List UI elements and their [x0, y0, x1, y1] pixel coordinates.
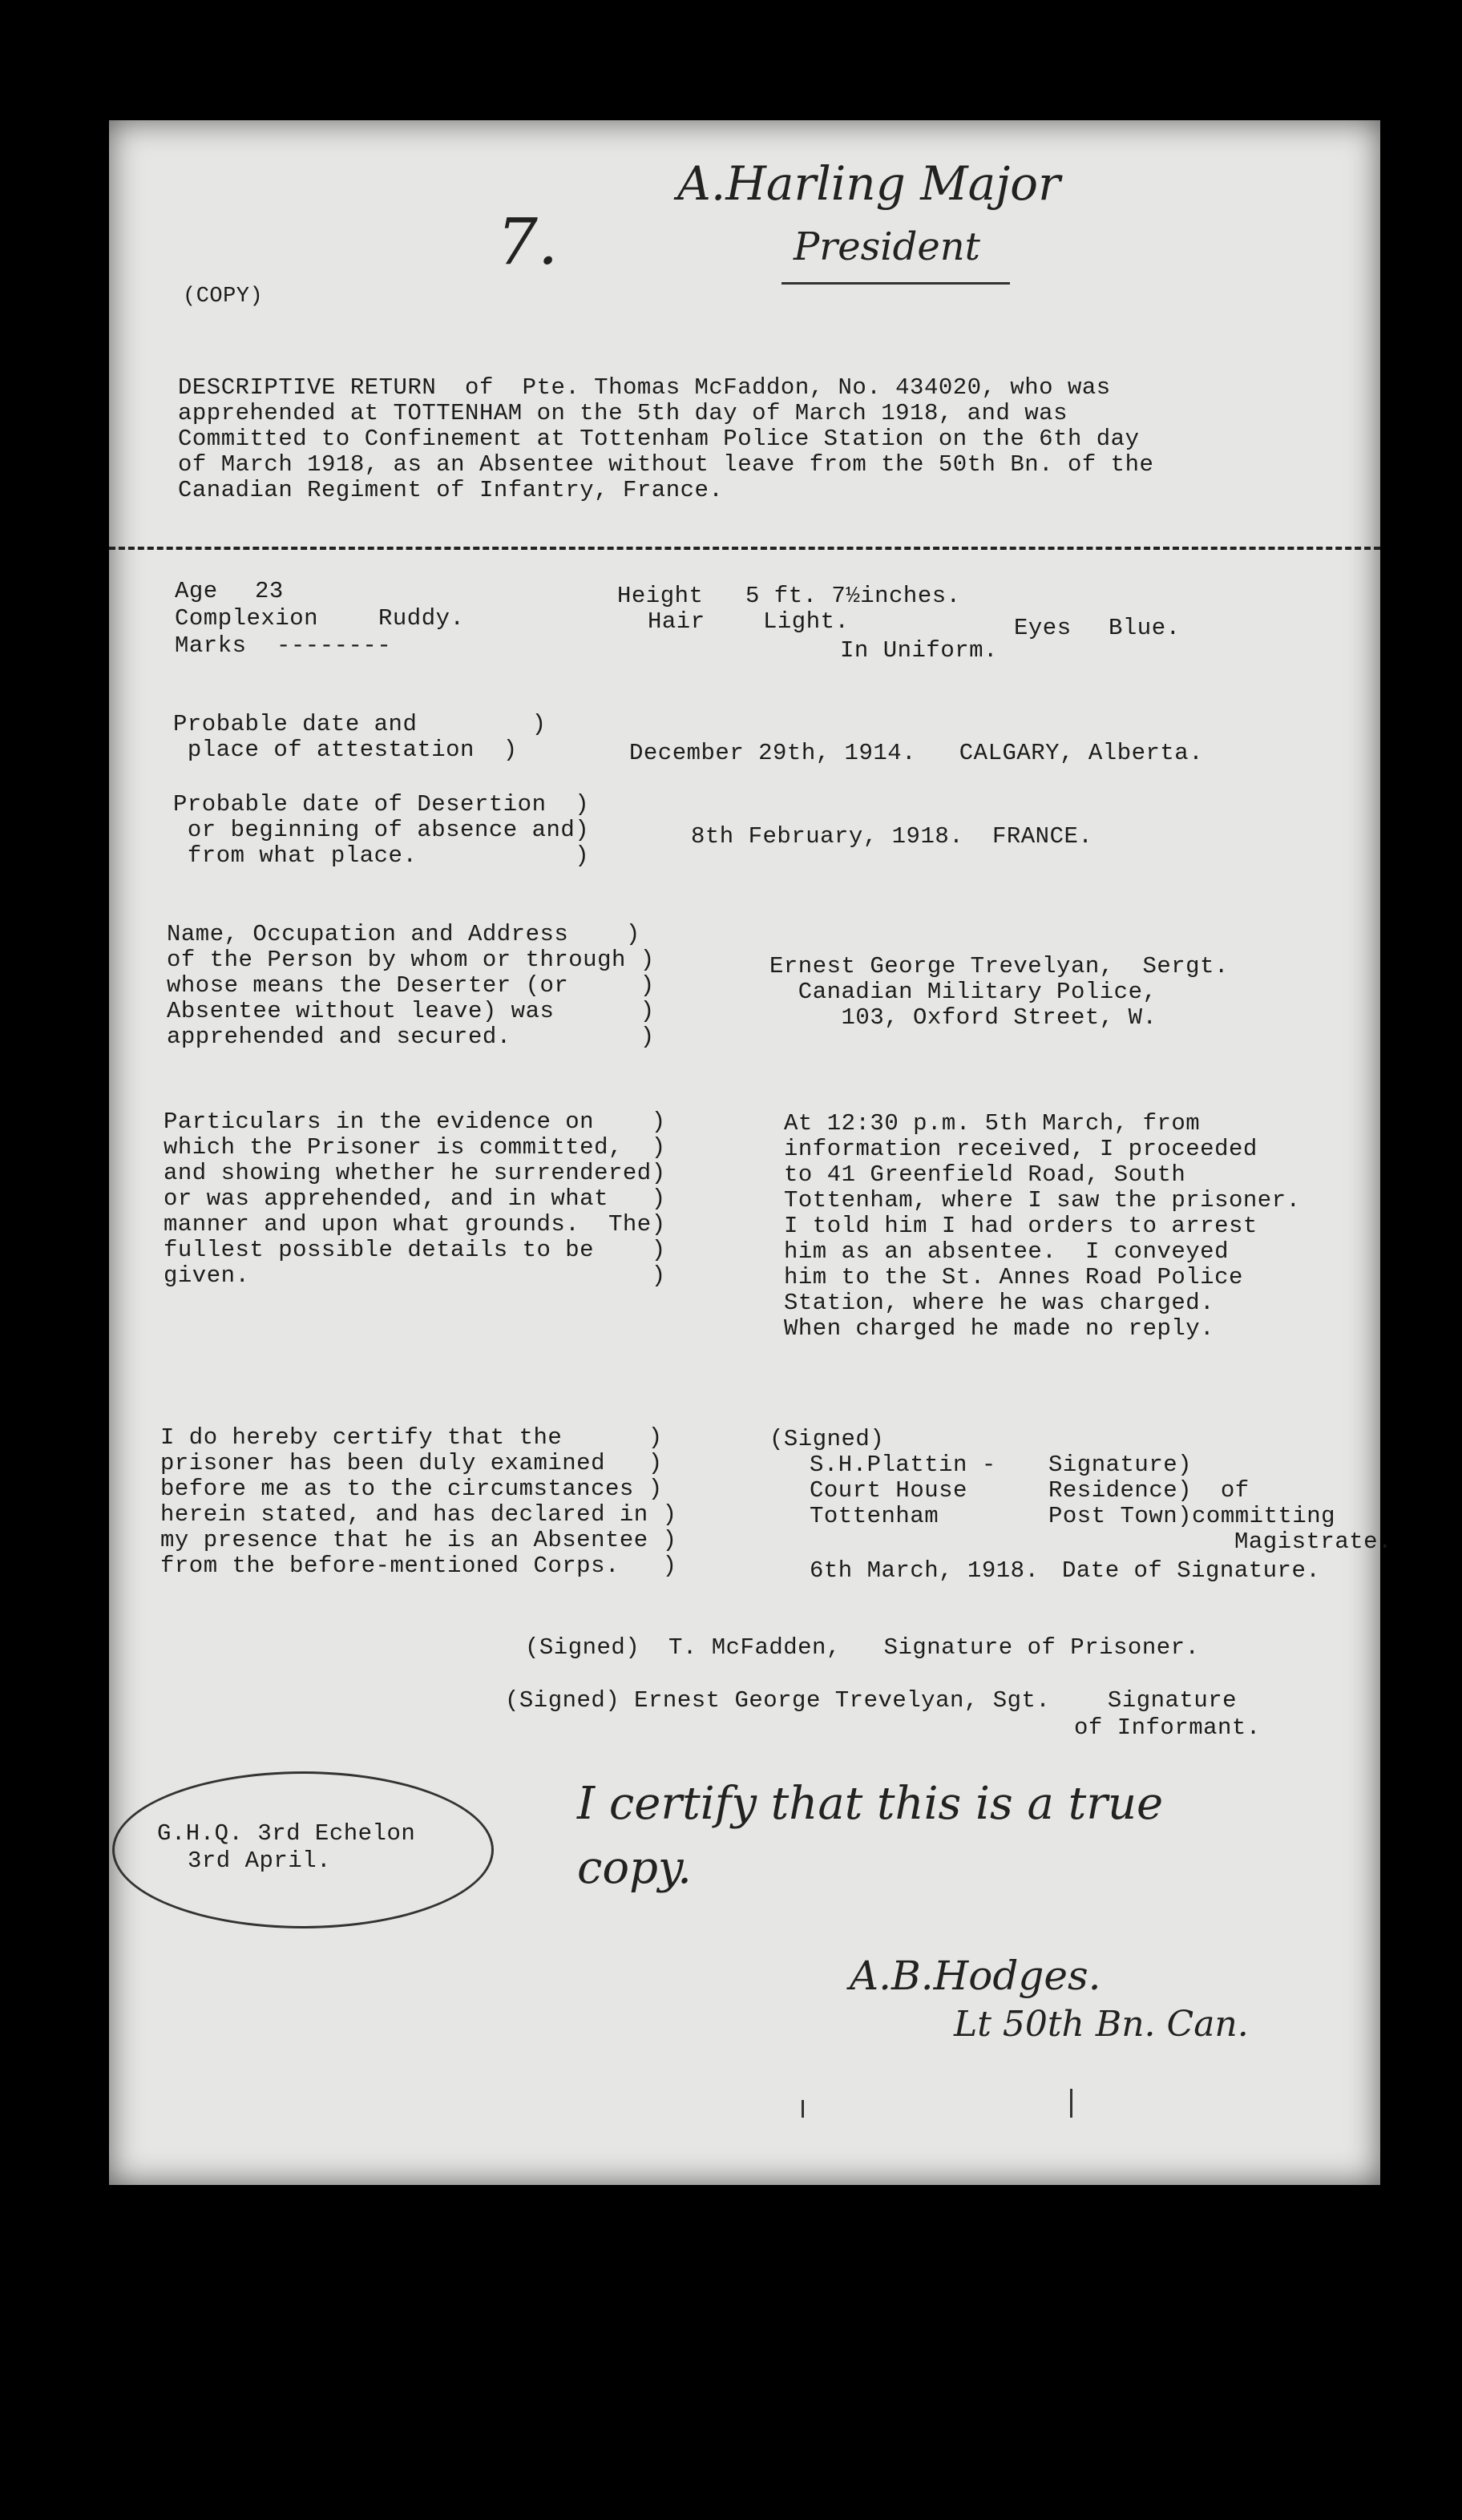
page-mark	[1070, 2089, 1072, 2118]
dashed-divider	[109, 547, 1380, 550]
certification-label-4: herein stated, and has declared in )	[160, 1501, 677, 1528]
stamp-line-2: 3rd April.	[188, 1848, 332, 1874]
evidence-value-8: Station, where he was charged.	[784, 1290, 1215, 1316]
evidence-value-7: him to the St. Annes Road Police	[784, 1264, 1243, 1290]
certification-label-2: prisoner has been duly examined )	[160, 1450, 663, 1476]
evidence-label-5: manner and upon what grounds. The)	[164, 1211, 666, 1238]
attestation-label-2: place of attestation )	[173, 737, 518, 763]
evidence-value-4: Tottenham, where I saw the prisoner.	[784, 1187, 1301, 1214]
desertion-label-3: from what place. )	[173, 842, 590, 869]
signature-underline	[781, 282, 1010, 285]
complexion-label: Complexion	[175, 605, 319, 632]
intro-line-3: Committed to Confinement at Tottenham Police Station on the 6th day	[178, 426, 1140, 452]
copy-mark: (COPY)	[183, 285, 264, 309]
apprehender-label-4: Absentee without leave) was )	[167, 998, 655, 1024]
evidence-label-3: and showing whether he surrendered)	[164, 1160, 666, 1186]
signature-top: A.Harling Major	[677, 156, 1060, 211]
height-label: Height	[617, 583, 704, 609]
desertion-label-1: Probable date of Desertion )	[173, 791, 590, 818]
handwritten-certify-2: copy.	[577, 1842, 692, 1894]
magistrate-label-1: Signature)	[1048, 1452, 1193, 1478]
apprehender-label-5: apprehended and secured. )	[167, 1024, 655, 1050]
certification-date: 6th March, 1918.	[810, 1557, 1040, 1584]
apprehender-label-2: of the Person by whom or through )	[167, 947, 655, 973]
height-value: 5 ft. 7½inches.	[745, 583, 961, 609]
eyes-value: Blue.	[1109, 615, 1181, 641]
apprehender-label-1: Name, Occupation and Address )	[167, 921, 640, 947]
attestation-value: December 29th, 1914. CALGARY, Alberta.	[629, 740, 1204, 766]
intro-line-1: DESCRIPTIVE RETURN of Pte. Thomas McFaddon, No. 434020, who was	[178, 374, 1111, 401]
complexion-value: Ruddy.	[378, 605, 465, 632]
intro-line-4: of March 1918, as an Absentee without leave from the 50th Bn. of the	[178, 451, 1154, 478]
page-mark	[802, 2100, 804, 2118]
dress-value: In Uniform.	[840, 637, 998, 664]
age-value: 23	[255, 578, 284, 604]
certification-label-1: I do hereby certify that the )	[160, 1424, 663, 1451]
evidence-label-6: fullest possible details to be )	[164, 1237, 666, 1263]
desertion-value: 8th February, 1918. FRANCE.	[691, 823, 1093, 850]
magistrate-label-3: Post Town)committing	[1048, 1503, 1336, 1529]
magistrate-residence: Court House	[810, 1477, 967, 1504]
evidence-label-4: or was apprehended, and in what )	[164, 1185, 666, 1212]
attestation-label-1: Probable date and )	[173, 711, 547, 737]
magistrate-title: Magistrate.	[1234, 1529, 1392, 1555]
marks-label: Marks	[175, 632, 247, 659]
evidence-label-1: Particulars in the evidence on )	[164, 1109, 666, 1135]
informant-signature-2: of Informant.	[1074, 1714, 1261, 1741]
signature-top-title: President	[794, 224, 980, 269]
certification-signed: (Signed)	[769, 1426, 885, 1452]
eyes-label: Eyes	[1014, 615, 1072, 641]
age-label: Age	[175, 578, 218, 604]
evidence-value-1: At 12:30 p.m. 5th March, from	[784, 1110, 1201, 1137]
evidence-value-3: to 41 Greenfield Road, South	[784, 1161, 1186, 1188]
marks-value: --------	[277, 632, 392, 659]
page-number: 7.	[497, 204, 559, 279]
handwritten-signature: A.B.Hodges.	[850, 1953, 1101, 1999]
certification-label-5: my presence that he is an Absentee )	[160, 1527, 677, 1553]
magistrate-label-2: Residence) of	[1048, 1477, 1250, 1504]
evidence-value-5: I told him I had orders to arrest	[784, 1213, 1258, 1239]
evidence-label-2: which the Prisoner is committed, )	[164, 1134, 666, 1161]
apprehender-label-3: whose means the Deserter (or )	[167, 972, 655, 999]
apprehender-value-3: 103, Oxford Street, W.	[769, 1004, 1157, 1031]
handwritten-signature-rank: Lt 50th Bn. Can.	[954, 2004, 1249, 2045]
desertion-label-2: or beginning of absence and)	[173, 817, 590, 843]
magistrate-name: S.H.Plattin -	[810, 1452, 996, 1478]
evidence-value-6: him as an absentee. I conveyed	[784, 1238, 1229, 1265]
apprehender-value-2: Canadian Military Police,	[769, 979, 1157, 1005]
hair-value: Light.	[763, 608, 850, 635]
informant-signature-1: (Signed) Ernest George Trevelyan, Sgt. Signature	[505, 1687, 1238, 1714]
certification-label-3: before me as to the circumstances )	[160, 1476, 663, 1502]
magistrate-town: Tottenham	[810, 1503, 939, 1529]
hair-label: Hair	[648, 608, 705, 635]
evidence-value-9: When charged he made no reply.	[784, 1315, 1215, 1342]
apprehender-value-1: Ernest George Trevelyan, Sergt.	[769, 953, 1229, 979]
certification-date-label: Date of Signature.	[1062, 1557, 1321, 1584]
certification-label-6: from the before-mentioned Corps. )	[160, 1553, 677, 1579]
stamp-line-1: G.H.Q. 3rd Echelon	[157, 1820, 416, 1847]
handwritten-certify-1: I certify that this is a true	[577, 1778, 1164, 1830]
intro-line-5: Canadian Regiment of Infantry, France.	[178, 477, 724, 503]
prisoner-signature: (Signed) T. McFadden, Signature of Prisoner.	[525, 1634, 1200, 1661]
evidence-value-2: information received, I proceeded	[784, 1136, 1258, 1162]
intro-line-2: apprehended at TOTTENHAM on the 5th day of March 1918, and was	[178, 400, 1068, 426]
evidence-label-7: given. )	[164, 1262, 666, 1289]
